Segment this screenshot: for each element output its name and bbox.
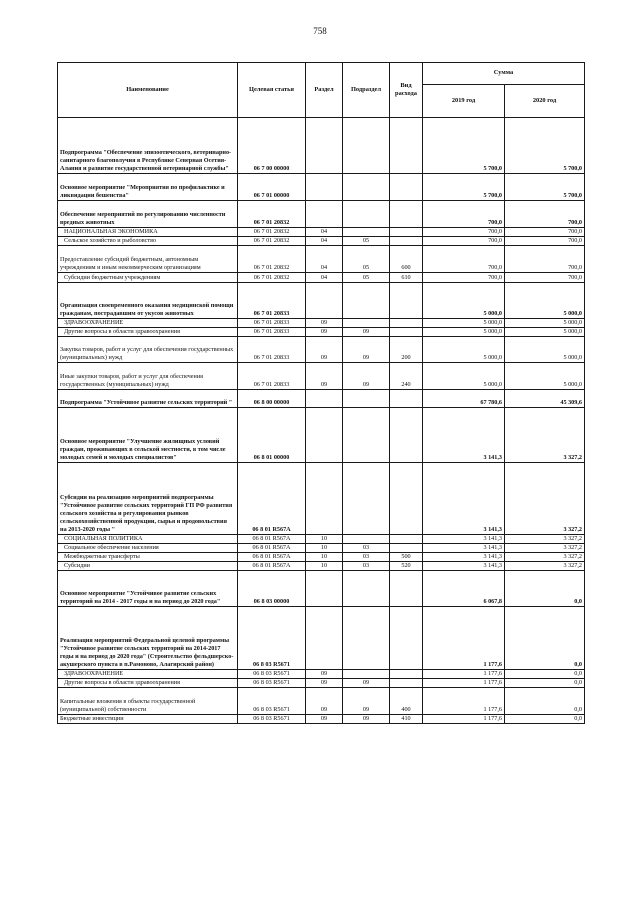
row-target-article: 06 8 03 R5671 xyxy=(238,679,306,688)
row-expense-type xyxy=(390,118,423,174)
row-name: Другие вопросы в области здравоохранения xyxy=(58,679,238,688)
row-expense-type: 500 xyxy=(390,553,423,562)
table-row xyxy=(58,562,585,571)
table-row xyxy=(58,328,585,337)
row-amount-2020: 5 700,0 xyxy=(505,118,585,174)
header-target: Целевая статья xyxy=(238,63,306,118)
header-sum: Сумма xyxy=(423,63,585,85)
row-expense-type: 610 xyxy=(390,273,423,283)
row-target-article: 06 8 01 R567A xyxy=(238,553,306,562)
table-row xyxy=(58,273,585,283)
table-row xyxy=(58,679,585,688)
row-expense-type xyxy=(390,535,423,544)
row-section: 10 xyxy=(306,535,343,544)
row-name: Основное мероприятие "Мероприятия по профилактике и ликвидации бешенства" xyxy=(58,174,238,201)
row-expense-type: 200 xyxy=(390,337,423,363)
row-subsection: 09 xyxy=(343,688,390,715)
row-name: Основное мероприятие "Устойчивое развитие сельских территорий на 2014 - 2017 годы и на период до 2020 года" xyxy=(58,571,238,607)
row-amount-2020: 0,0 xyxy=(505,688,585,715)
table-row xyxy=(58,228,585,237)
row-name: Предоставление субсидий бюджетным, автономным учреждениям и иным некоммерческим организациям xyxy=(58,246,238,273)
row-target-article: 06 8 01 R567A xyxy=(238,544,306,553)
row-amount-2019: 3 141,3 xyxy=(423,562,505,571)
row-subsection: 03 xyxy=(343,562,390,571)
row-section xyxy=(306,607,343,670)
row-amount-2019: 700,0 xyxy=(423,201,505,228)
row-amount-2019: 1 177,6 xyxy=(423,670,505,679)
row-amount-2020: 3 327,2 xyxy=(505,535,585,544)
row-expense-type xyxy=(390,670,423,679)
row-amount-2020: 3 327,2 xyxy=(505,463,585,535)
row-section: 09 xyxy=(306,363,343,390)
row-target-article: 06 7 01 20833 xyxy=(238,363,306,390)
row-amount-2019: 1 177,6 xyxy=(423,688,505,715)
row-amount-2020: 0,0 xyxy=(505,607,585,670)
row-target-article: 06 7 00 00000 xyxy=(238,118,306,174)
row-expense-type xyxy=(390,544,423,553)
row-section: 04 xyxy=(306,246,343,273)
table-row xyxy=(58,174,585,201)
row-amount-2019: 700,0 xyxy=(423,273,505,283)
row-amount-2020: 700,0 xyxy=(505,273,585,283)
table-row xyxy=(58,337,585,363)
row-target-article: 06 8 03 R5671 xyxy=(238,670,306,679)
row-subsection: 05 xyxy=(343,237,390,246)
row-subsection: 03 xyxy=(343,544,390,553)
row-amount-2020: 3 327,2 xyxy=(505,553,585,562)
row-amount-2019: 5 000,0 xyxy=(423,328,505,337)
row-target-article: 06 7 01 20832 xyxy=(238,237,306,246)
row-amount-2019: 700,0 xyxy=(423,237,505,246)
table-row xyxy=(58,319,585,328)
row-section xyxy=(306,390,343,408)
row-name: Другие вопросы в области здравоохранения xyxy=(58,328,238,337)
table-row xyxy=(58,118,585,174)
row-subsection xyxy=(343,201,390,228)
row-target-article: 06 7 01 20833 xyxy=(238,283,306,319)
row-name: СОЦИАЛЬНАЯ ПОЛИТИКА xyxy=(58,535,238,544)
table-row xyxy=(58,237,585,246)
row-subsection xyxy=(343,174,390,201)
row-expense-type xyxy=(390,237,423,246)
row-subsection: 05 xyxy=(343,273,390,283)
table-row xyxy=(58,408,585,463)
row-section: 09 xyxy=(306,715,343,724)
row-subsection: 09 xyxy=(343,715,390,724)
row-amount-2019: 3 141,3 xyxy=(423,553,505,562)
table-row xyxy=(58,544,585,553)
row-name: Субсидии xyxy=(58,562,238,571)
row-section: 09 xyxy=(306,688,343,715)
row-target-article: 06 7 01 00000 xyxy=(238,174,306,201)
row-amount-2020: 700,0 xyxy=(505,246,585,273)
row-expense-type xyxy=(390,679,423,688)
row-amount-2019: 5 700,0 xyxy=(423,174,505,201)
row-subsection xyxy=(343,390,390,408)
row-amount-2020: 5 000,0 xyxy=(505,363,585,390)
row-amount-2020: 5 000,0 xyxy=(505,283,585,319)
table-row xyxy=(58,390,585,408)
row-name: Бюджетные инвестиции xyxy=(58,715,238,724)
row-target-article: 06 7 01 20832 xyxy=(238,273,306,283)
row-target-article: 06 7 01 20832 xyxy=(238,228,306,237)
row-target-article: 06 7 01 20833 xyxy=(238,319,306,328)
row-expense-type xyxy=(390,571,423,607)
header-year-2020: 2020 год xyxy=(505,85,585,118)
row-name: Межбюджетные трансферты xyxy=(58,553,238,562)
row-section xyxy=(306,174,343,201)
row-name: Основное мероприятие "Улучшение жилищных условий граждан, проживающих в сельской местности, в том числе молодых семей и молодых специалистов" xyxy=(58,408,238,463)
row-target-article: 06 7 01 20833 xyxy=(238,337,306,363)
row-target-article: 06 8 01 00000 xyxy=(238,408,306,463)
row-subsection: 03 xyxy=(343,553,390,562)
row-name: ЗДРАВООХРАНЕНИЕ xyxy=(58,319,238,328)
row-target-article: 06 7 01 20832 xyxy=(238,246,306,273)
row-name: Социальное обеспечение населения xyxy=(58,544,238,553)
row-subsection xyxy=(343,463,390,535)
header-subsection: Подраздел xyxy=(343,63,390,118)
row-subsection: 09 xyxy=(343,679,390,688)
row-target-article: 06 8 01 R567A xyxy=(238,463,306,535)
row-expense-type xyxy=(390,328,423,337)
row-expense-type xyxy=(390,283,423,319)
table-row xyxy=(58,670,585,679)
row-section xyxy=(306,408,343,463)
table-row xyxy=(58,535,585,544)
row-section: 09 xyxy=(306,319,343,328)
row-target-article: 06 8 03 R5671 xyxy=(238,607,306,670)
table-body xyxy=(58,118,585,724)
row-subsection xyxy=(343,118,390,174)
header-year-2019: 2019 год xyxy=(423,85,505,118)
row-section: 09 xyxy=(306,670,343,679)
row-amount-2019: 3 141,3 xyxy=(423,463,505,535)
row-name: Реализация мероприятий Федеральной целевой программы "Устойчивое развитие сельских территорий на 2014-2017 годы и на период до 2020 года" (Строительство фельдшерско-акушерского пункта в п.Рамоново, Алагирский район) xyxy=(58,607,238,670)
row-name: НАЦИОНАЛЬНАЯ ЭКОНОМИКА xyxy=(58,228,238,237)
row-amount-2019: 3 141,3 xyxy=(423,408,505,463)
row-subsection xyxy=(343,535,390,544)
row-amount-2019: 1 177,6 xyxy=(423,679,505,688)
row-target-article: 06 8 03 R5671 xyxy=(238,715,306,724)
row-amount-2020: 700,0 xyxy=(505,237,585,246)
header-section: Раздел xyxy=(306,63,343,118)
row-section: 10 xyxy=(306,544,343,553)
header-expense-type: Вид расхода xyxy=(390,63,423,118)
header-name: Наименование xyxy=(58,63,238,118)
row-expense-type xyxy=(390,228,423,237)
row-subsection xyxy=(343,571,390,607)
table-row xyxy=(58,553,585,562)
page-number: 758 xyxy=(313,26,327,36)
row-amount-2020: 3 327,2 xyxy=(505,562,585,571)
row-section xyxy=(306,118,343,174)
table-row xyxy=(58,571,585,607)
table-row xyxy=(58,283,585,319)
row-name: Подпрограмма "Устойчивое развитие сельских территорий " xyxy=(58,390,238,408)
row-amount-2020: 0,0 xyxy=(505,679,585,688)
table-row xyxy=(58,363,585,390)
row-name: Организация своевременного оказания медицинской помощи гражданам, пострадавшим от укусов животных xyxy=(58,283,238,319)
row-amount-2019: 5 000,0 xyxy=(423,337,505,363)
table-row xyxy=(58,201,585,228)
row-target-article: 06 8 03 00000 xyxy=(238,571,306,607)
row-expense-type xyxy=(390,319,423,328)
row-amount-2019: 1 177,6 xyxy=(423,607,505,670)
row-subsection xyxy=(343,283,390,319)
row-expense-type: 520 xyxy=(390,562,423,571)
row-subsection: 05 xyxy=(343,246,390,273)
row-expense-type xyxy=(390,201,423,228)
row-subsection xyxy=(343,607,390,670)
row-subsection: 09 xyxy=(343,363,390,390)
table-row xyxy=(58,715,585,724)
row-amount-2019: 5 000,0 xyxy=(423,363,505,390)
row-amount-2020: 3 327,2 xyxy=(505,408,585,463)
row-subsection: 09 xyxy=(343,337,390,363)
row-amount-2020: 700,0 xyxy=(505,228,585,237)
row-target-article: 06 7 01 20832 xyxy=(238,201,306,228)
row-amount-2019: 67 780,6 xyxy=(423,390,505,408)
row-expense-type xyxy=(390,463,423,535)
row-name: Субсидии на реализацию мероприятий подпрограммы "Устойчивое развитие сельских территорий ГП РФ развития сельского хозяйства и регулирования рынков сельскохозяйственной продукции, сырья и продовольствия на 2013-2020 годы " xyxy=(58,463,238,535)
row-amount-2019: 6 067,8 xyxy=(423,571,505,607)
row-section xyxy=(306,283,343,319)
row-section: 09 xyxy=(306,328,343,337)
row-amount-2020: 5 000,0 xyxy=(505,319,585,328)
row-target-article: 06 8 00 00000 xyxy=(238,390,306,408)
row-amount-2019: 1 177,6 xyxy=(423,715,505,724)
row-subsection xyxy=(343,228,390,237)
row-section: 10 xyxy=(306,562,343,571)
row-target-article: 06 7 01 20833 xyxy=(238,328,306,337)
row-amount-2020: 0,0 xyxy=(505,571,585,607)
row-amount-2020: 5 000,0 xyxy=(505,337,585,363)
row-expense-type xyxy=(390,174,423,201)
row-amount-2020: 700,0 xyxy=(505,201,585,228)
row-expense-type: 600 xyxy=(390,246,423,273)
row-expense-type xyxy=(390,607,423,670)
row-amount-2019: 700,0 xyxy=(423,246,505,273)
row-expense-type xyxy=(390,390,423,408)
row-amount-2020: 5 000,0 xyxy=(505,328,585,337)
row-amount-2019: 3 141,3 xyxy=(423,544,505,553)
row-section: 04 xyxy=(306,237,343,246)
row-expense-type: 240 xyxy=(390,363,423,390)
row-target-article: 06 8 01 R567A xyxy=(238,535,306,544)
table-row xyxy=(58,246,585,273)
row-name: ЗДРАВООХРАНЕНИЕ xyxy=(58,670,238,679)
row-amount-2019: 5 000,0 xyxy=(423,319,505,328)
row-subsection xyxy=(343,670,390,679)
row-name: Закупка товаров, работ и услуг для обеспечения государственных (муниципальных) нужд xyxy=(58,337,238,363)
row-amount-2020: 0,0 xyxy=(505,715,585,724)
row-name: Сельское хозяйство и рыболовство xyxy=(58,237,238,246)
row-name: Капитальные вложения в объекты государственной (муниципальной) собственности xyxy=(58,688,238,715)
row-name: Субсидии бюджетным учреждениям xyxy=(58,273,238,283)
row-amount-2020: 0,0 xyxy=(505,670,585,679)
budget-table xyxy=(57,62,585,724)
row-name: Подпрограмма "Обеспечение эпизоотического, ветеринарно-санитарного благополучия в Республике Северная Осетия-Алания и развитие государственной ветеринарной службы" xyxy=(58,118,238,174)
row-subsection: 09 xyxy=(343,328,390,337)
row-section xyxy=(306,571,343,607)
row-amount-2020: 45 309,6 xyxy=(505,390,585,408)
row-name: Иные закупки товаров, работ и услуг для обеспечения государственных (муниципальных) нужд xyxy=(58,363,238,390)
row-amount-2019: 5 700,0 xyxy=(423,118,505,174)
row-amount-2019: 5 000,0 xyxy=(423,283,505,319)
row-section xyxy=(306,463,343,535)
row-section xyxy=(306,201,343,228)
table-row xyxy=(58,688,585,715)
row-target-article: 06 8 03 R5671 xyxy=(238,688,306,715)
row-amount-2019: 3 141,3 xyxy=(423,535,505,544)
row-amount-2019: 700,0 xyxy=(423,228,505,237)
row-name: Обеспечение мероприятий по регулированию численности вредных животных xyxy=(58,201,238,228)
row-subsection xyxy=(343,408,390,463)
row-section: 09 xyxy=(306,337,343,363)
table-row xyxy=(58,463,585,535)
table-row xyxy=(58,607,585,670)
row-section: 10 xyxy=(306,553,343,562)
row-subsection xyxy=(343,319,390,328)
row-expense-type xyxy=(390,408,423,463)
row-expense-type: 400 xyxy=(390,688,423,715)
row-section: 04 xyxy=(306,228,343,237)
row-expense-type: 410 xyxy=(390,715,423,724)
row-section: 09 xyxy=(306,679,343,688)
row-amount-2020: 5 700,0 xyxy=(505,174,585,201)
row-section: 04 xyxy=(306,273,343,283)
row-target-article: 06 8 01 R567A xyxy=(238,562,306,571)
row-amount-2020: 3 327,2 xyxy=(505,544,585,553)
